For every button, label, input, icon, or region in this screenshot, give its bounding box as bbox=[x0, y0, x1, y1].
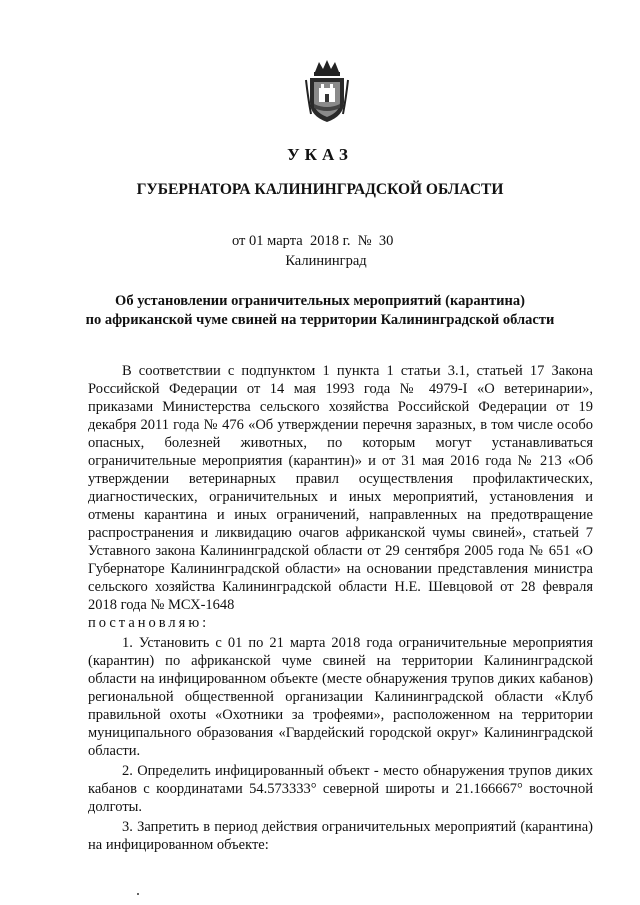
issuing-authority: ГУБЕРНАТОРА КАЛИНИНГРАДСКОЙ ОБЛАСТИ bbox=[136, 181, 504, 198]
document-number: 30 bbox=[378, 233, 394, 249]
item-1-paragraph: 1. Установить с 01 по 21 марта 2018 года ограничительные мероприятия (карантин) по африканской чуме свиней на территории Калининградской области на инфицированном объекте (месте обнаружения трупов диких кабанов) региональной общественной организации Калининградской области «Клуб правильной охоты «Охотники за трофеями», расположенном на территории муниципального образования «Гвардейский городской округ» Калининградской области. bbox=[88, 635, 593, 759]
city-name: Калининград bbox=[285, 253, 367, 269]
date-value: 01 марта bbox=[249, 233, 303, 249]
decree-word: постановляю: bbox=[88, 615, 210, 631]
number-sign: № bbox=[357, 233, 372, 249]
date-line bbox=[232, 233, 393, 250]
preamble-text: В соответствии с подпунктом 1 пункта 1 статьи 3.1, статьей 17 Закона Российской Федерации от 14 мая 1993 года № 4979-I «О ветеринарии», приказами Министерства сельского хозяйства Российской Федерации от 19 декабря 2011 года № 476 «Об утверждении перечня заразных, в том числе особо опасных, болезней животных, по которым могут устанавливаться ограничительные мероприятия (карантин)» и от 31 мая 2016 года № 213 «Об утверждении ветеринарных правил осуществления профилактических, диагностических, ограничительных и иных мероприятий, установления и отмены карантина и иных ограничений, направленных на предотвращение распространения и ликвидацию очагов африканской чумы свиней», статьей 7 Уставного закона Калининградской области от 29 сентября 2005 года № 651 «О Губернаторе Калининградской области» на основании представления министра сельского хозяйства Калининградской области Н.Е. Шевцовой от 28 февраля 2018 года № МСХ-1648 bbox=[88, 363, 593, 613]
preamble-paragraph bbox=[88, 362, 593, 632]
item-3-paragraph: 3. Запретить в период действия ограничительных мероприятий (карантина) на инфицированном объекте: bbox=[88, 819, 593, 853]
document-body bbox=[88, 362, 593, 854]
document-subject bbox=[0, 292, 640, 330]
item-2-paragraph: 2. Определить инфицированный объект - место обнаружения трупов диких кабанов с координатами 54.573333° северной широты и 21.166667° восточной долготы. bbox=[88, 763, 593, 815]
document-title: УКАЗ bbox=[287, 145, 353, 164]
date-prefix: от bbox=[232, 233, 246, 249]
subject-line-1: Об установлении ограничительных мероприятий (карантина) bbox=[115, 293, 525, 309]
scan-speck bbox=[137, 893, 139, 895]
subject-line-2: по африканской чуме свиней на территории Калининградской области bbox=[85, 312, 555, 328]
coat-of-arms-icon bbox=[305, 58, 349, 126]
date-year: 2018 г. bbox=[309, 233, 351, 249]
